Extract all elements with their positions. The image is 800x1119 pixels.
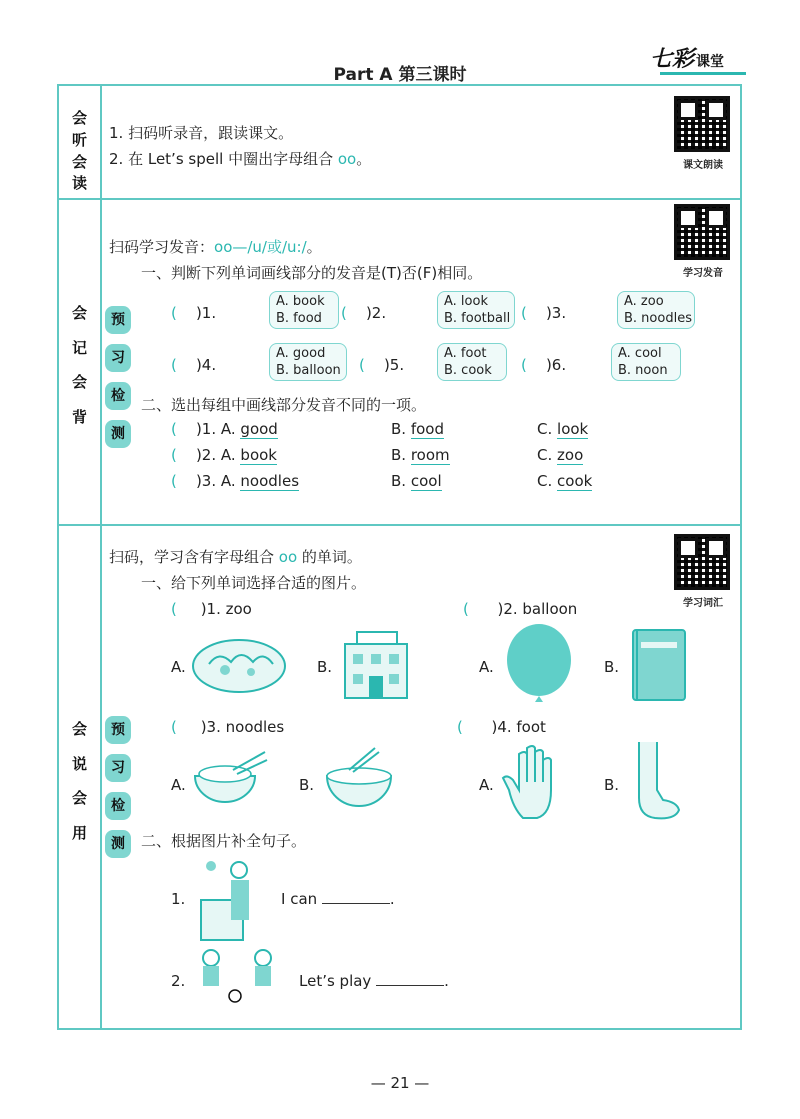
choice-c: C. cook [537, 472, 593, 490]
worksheet-frame [57, 84, 742, 1030]
rice-bowl-picture-icon[interactable] [189, 746, 269, 812]
answer-paren[interactable]: ( )4. [171, 356, 217, 374]
option-box: A. look B. football [437, 291, 515, 329]
balloon-picture-icon[interactable] [499, 622, 579, 718]
football-picture-icon [195, 946, 285, 1006]
qr-code-icon[interactable] [674, 96, 730, 152]
foot-picture-icon[interactable] [625, 740, 685, 824]
sentence-1[interactable]: I can . [281, 890, 395, 908]
s2-intro: 扫码学习发音：oo—/u/或/u:/。 [109, 238, 322, 256]
question-noodles[interactable]: ( )3. noodles [171, 718, 285, 736]
option-box: A. cool B. noon [611, 343, 681, 381]
choice-c: C. look [537, 420, 589, 438]
building-picture-icon[interactable] [339, 628, 413, 702]
option-a-label: A. [171, 776, 186, 794]
brand-logo-sub: 课堂 [696, 54, 725, 70]
book-picture-icon[interactable] [629, 626, 689, 702]
choice-b: B. room [391, 446, 450, 464]
question-foot[interactable]: ( )4. foot [457, 718, 546, 736]
answer-paren[interactable]: ( )3. [521, 304, 567, 322]
label-column-divider [100, 86, 102, 1028]
qr-caption: 课文朗读 [683, 160, 723, 171]
option-b-label: B. [604, 658, 620, 676]
section-divider-2 [59, 524, 740, 526]
cooking-picture-icon [195, 856, 265, 944]
s1-line1: 1. 扫码听录音，跟读课文。 [109, 124, 294, 142]
answer-blank [376, 972, 444, 986]
option-box: A. foot B. cook [437, 343, 507, 381]
choice-row-3: ( )3. A. noodles [171, 472, 300, 490]
option-a-label: A. [479, 776, 494, 794]
s2-side-tag: 预 习 检 测 [105, 306, 131, 458]
choice-b: B. food [391, 420, 445, 438]
option-a-label: A. [171, 658, 186, 676]
choice-row-1: ( )1. A. good [171, 420, 278, 438]
option-b-label: B. [317, 658, 333, 676]
answer-paren[interactable]: ( )1. [171, 304, 217, 322]
brand-logo-main: 七彩 [650, 46, 695, 72]
sentence-1-num: 1. [171, 890, 186, 908]
sentence-2-num: 2. [171, 972, 186, 990]
option-a-label: A. [479, 658, 494, 676]
question-zoo[interactable]: ( )1. zoo [171, 600, 252, 618]
s1-line2: 2. 在 Let’s spell 中圈出字母组合 oo。 [109, 150, 372, 168]
s3-part2-title: 二、根据图片补全句子。 [141, 832, 307, 850]
s2-part1-title: 一、判断下列单词画线部分的发音是(T)否(F)相同。 [141, 264, 483, 282]
option-b-label: B. [604, 776, 620, 794]
section3-label: 会 说 会 用 [71, 720, 87, 842]
option-b-label: B. [299, 776, 315, 794]
section-divider-1 [59, 198, 740, 200]
qr-caption: 学习词汇 [683, 598, 723, 609]
s3-intro: 扫码，学习含有字母组合 oo 的单词。 [109, 548, 362, 566]
qr-caption: 学习发音 [683, 268, 723, 279]
answer-paren[interactable]: ( )2. [341, 304, 387, 322]
choice-row-2: ( )2. A. book [171, 446, 277, 464]
option-box: A. good B. balloon [269, 343, 347, 381]
answer-paren[interactable]: ( )6. [521, 356, 567, 374]
s3-part1-title: 一、给下列单词选择合适的图片。 [141, 574, 367, 592]
brand-logo [650, 42, 750, 72]
hand-picture-icon[interactable] [499, 742, 579, 822]
page-number: — 21 — [370, 1074, 430, 1092]
answer-blank [322, 890, 390, 904]
qr-code-icon[interactable] [674, 204, 730, 260]
choice-c: C. zoo [537, 446, 584, 464]
section1-label: 会 听 会 读 [71, 109, 87, 193]
answer-paren[interactable]: ( )5. [359, 356, 405, 374]
zoo-picture-icon[interactable] [189, 626, 289, 696]
page-title: Part A 第三课时 [333, 65, 467, 85]
noodles-bowl-picture-icon[interactable] [319, 746, 399, 816]
option-box: A. zoo B. noodles [617, 291, 695, 329]
sentence-2[interactable]: Let’s play . [299, 972, 449, 990]
option-box: A. book B. food [269, 291, 339, 329]
s3-side-tag: 预 习 检 测 [105, 716, 131, 868]
brand-underline [660, 72, 746, 75]
s2-part2-title: 二、选出每组中画线部分发音不同的一项。 [141, 396, 427, 414]
section2-label: 会 记 会 背 [71, 304, 87, 426]
question-balloon[interactable]: ( )2. balloon [463, 600, 578, 618]
choice-b: B. cool [391, 472, 442, 490]
qr-code-icon[interactable] [674, 534, 730, 590]
